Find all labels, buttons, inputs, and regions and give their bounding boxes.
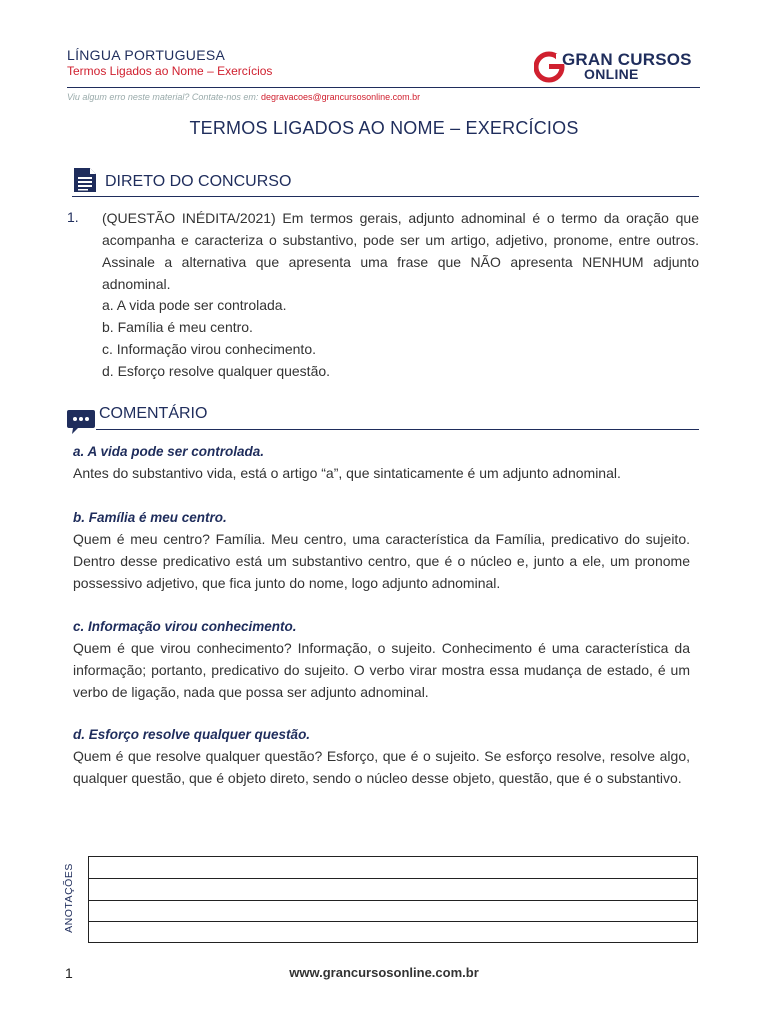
question-text: (QUESTÃO INÉDITA/2021) Em termos gerais, adjunto adnominal é o termo da oração que acompanha e caracteriza o substantivo, pode ser um artigo, adjetivo, pronome, entre outros. Assinale a alternativa que apresenta uma frase que NÃO apresenta NENHUM adjunto adnominal. <box>102 210 699 292</box>
comment-body-c: Quem é que virou conhecimento? Informação, o sujeito. Conhecimento é uma característica da informação; portanto, predicativo do sujeito. O verbo virar mostra essa mudança de estado, é um verbo de ligação, nada que possa ser adjunto adnominal. <box>73 640 690 700</box>
comment-heading-a: a. A vida pode ser controlada. <box>73 444 265 459</box>
comment-heading-c: c. Informação virou conhecimento. <box>73 619 297 634</box>
annotation-line <box>89 878 697 879</box>
section-title-comentario: COMENTÁRIO <box>99 405 208 422</box>
comment-body-d: Quem é que resolve qualquer questão? Esforço, que é o sujeito. Se esforço resolve, resolve algo, qualquer questão, que é objeto direto, sendo o núcleo desse objeto, questão, que é o substantivo. <box>73 748 690 786</box>
contact-prefix: Viu algum erro neste material? Contate-nos em: <box>67 92 261 102</box>
contact-email-link[interactable]: degravacoes@grancursosonline.com.br <box>260 92 421 102</box>
speech-bubble-icon <box>66 408 96 436</box>
comment-heading-b: b. Família é meu centro. <box>73 510 227 525</box>
option-a: a. A vida pode ser controlada. <box>102 297 287 313</box>
question-number: 1. <box>67 209 79 225</box>
annotation-line <box>89 921 697 922</box>
contact-line <box>67 92 420 102</box>
logo-text-gran-cursos: GRAN CURSOS <box>562 50 692 69</box>
section-divider-comentario <box>96 429 699 430</box>
option-c: c. Informação virou conhecimento. <box>102 341 316 357</box>
logo-text-online: ONLINE <box>584 66 639 82</box>
annotations-box[interactable] <box>88 856 698 943</box>
comment-body-a: Antes do substantivo vida, está o artigo “a”, que sintaticamente é um adjunto adnominal. <box>73 465 621 481</box>
option-b: b. Família é meu centro. <box>102 319 253 335</box>
document-icon <box>72 164 98 194</box>
section-divider <box>72 196 699 197</box>
section-title-direto: DIRETO DO CONCURSO <box>105 173 292 190</box>
option-d: d. Esforço resolve qualquer questão. <box>102 363 331 379</box>
comment-heading-d: d. Esforço resolve qualquer questão. <box>73 727 311 742</box>
header-divider <box>67 87 700 88</box>
annotation-line <box>89 900 697 901</box>
page-title: TERMOS LIGADOS AO NOME – EXERCÍCIOS <box>189 118 579 138</box>
annotations-label-text: ANOTAÇÕES <box>63 863 75 933</box>
topic-subtitle: Termos Ligados ao Nome – Exercícios <box>67 64 273 78</box>
footer-url-link[interactable]: www.grancursosonline.com.br <box>289 965 479 980</box>
comment-body-b: Quem é meu centro? Família. Meu centro, uma característica da Família, predicativo do sujeito. Dentro desse predicativo está um substantivo centro, que é o núcleo e, junto a ele, um pronome possessivo adjetivo, que fica junto do nome, logo adjunto adnominal. <box>73 531 690 591</box>
page-number: 1 <box>65 965 73 981</box>
subject-title: LÍNGUA PORTUGUESA <box>67 47 226 63</box>
